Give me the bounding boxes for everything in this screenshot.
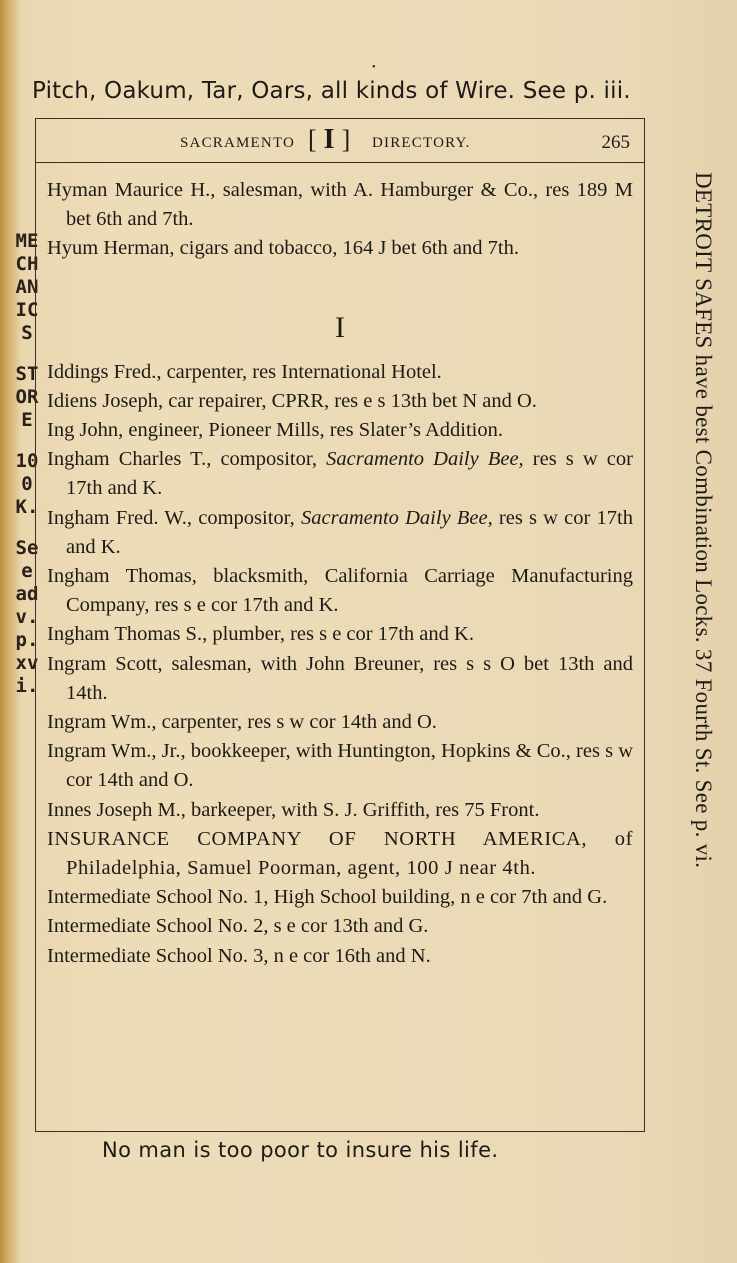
newspaper-name: Sacramento Daily Bee, [326,448,524,471]
left-ad-word-1: MECHANICS [15,230,39,344]
bottom-advertisement: No man is too poor to insure his life. [102,1138,499,1162]
right-margin-advertisement [690,172,720,1092]
list-item: Iddings Fred., carpenter, res International Hotel. [47,360,442,383]
list-item: Intermediate School No. 1, High School building, n e cor 7th and G. [47,886,608,909]
header-letter-glyph: I [323,124,335,155]
header-bracket-open: [ [308,125,317,154]
list-item: Hyum Herman, cigars and tobacco, 164 J bet 6th and 7th. [47,237,519,260]
list-item: Ingram Wm., Jr., bookkeeper, with Huntington, Hopkins & Co., res s w cor 14th and O. [47,740,633,792]
left-ad-word-2: STORE [15,363,39,431]
running-header [36,124,644,163]
list-item: Ing John, engineer, Pioneer Mills, res Slater’s Addition. [47,419,504,442]
list-item: Idiens Joseph, car repairer, CPRR, res e s 13th bet N and O. [47,389,537,412]
newspaper-name: Sacramento Daily Bee, [301,506,493,529]
list-item: INSURANCE COMPANY OF NORTH AMERICA, of Philadelphia, Samuel Poorman, agent, 100 J near 4th. [47,827,633,880]
list-item: Intermediate School No. 2, s e cor 13th and G. [47,915,429,938]
top-advertisement: Pitch, Oakum, Tar, Oars, all kinds of Wire. See p. iii. [32,78,631,104]
header-city: SACRAMENTO [180,135,296,151]
list-item: Ingham Charles T., compositor, Sacramento Daily Bee, res s w cor 17th and K. [47,448,633,500]
list-item: Ingham Thomas, blacksmith, California Carriage Manufacturing Company, res s e cor 17th and K. [47,565,633,617]
list-item: Ingram Scott, salesman, with John Breuner, res s s O bet 13th and 14th. [47,652,633,704]
section-letter-heading: I [335,310,345,344]
printer-mark: • [372,62,376,73]
left-ad-word-3: 100 K. [15,450,39,518]
right-ad-text: DETROIT SAFES have best Combination Locks. 37 Fourth St. See p. vi. [691,172,716,869]
list-item: Innes Joseph M., barkeeper, with S. J. Griffith, res 75 Front. [47,798,540,821]
list-item: Hyman Maurice H., salesman, with A. Hamburger & Co., res 189 M bet 6th and 7th. [47,179,633,231]
list-item: Ingham Fred. W., compositor, Sacramento Daily Bee, res s w cor 17th and K. [47,506,633,558]
page-number: 265 [601,132,630,153]
header-letter [308,124,350,156]
header-bracket-close: ] [341,125,351,154]
list-item: Ingram Wm., carpenter, res s w cor 14th and O. [47,711,437,734]
header-directory: DIRECTORY. [372,135,471,151]
left-ad-word-4: See adv. p. xvi. [15,537,39,697]
directory-entries [47,176,633,971]
list-item: Intermediate School No. 3, n e cor 16th and N. [47,944,431,967]
list-item: Ingham Thomas S., plumber, res s e cor 17th and K. [47,623,474,646]
